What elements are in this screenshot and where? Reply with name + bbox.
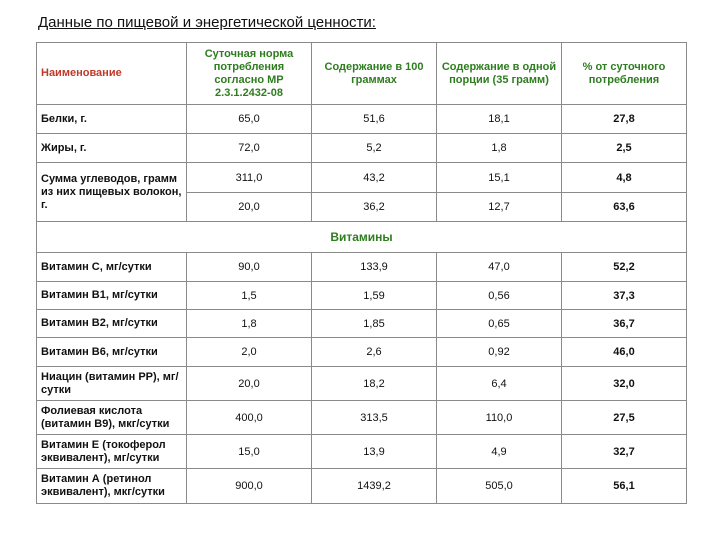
cell-portion: 0,92 (437, 338, 562, 367)
cell-per100: 51,6 (312, 105, 437, 134)
row-name: Витамин С, мг/сутки (37, 253, 187, 282)
table-row-folic-acid (37, 401, 687, 435)
cell-norm: 72,0 (187, 134, 312, 163)
cell-norm: 90,0 (187, 253, 312, 282)
cell-portion: 0,65 (437, 310, 562, 338)
cell-norm: 65,0 (187, 105, 312, 134)
cell-pct: 36,7 (562, 310, 687, 338)
cell-norm: 15,0 (187, 435, 312, 469)
nutrition-table (36, 42, 687, 504)
section-row-vitamins (37, 222, 687, 253)
cell-pct: 27,5 (562, 401, 687, 435)
cell-portion: 110,0 (437, 401, 562, 435)
table-row-niacin (37, 367, 687, 401)
column-header-portion: Содержание в одной порции (35 грамм) (437, 43, 562, 105)
cell-norm: 1,5 (187, 282, 312, 310)
cell-portion: 505,0 (437, 469, 562, 504)
table-row-vitamin-a (37, 469, 687, 504)
cell-norm: 2,0 (187, 338, 312, 367)
section-title-vitamins: Витамины (37, 222, 687, 253)
cell-per100: 1,85 (312, 310, 437, 338)
row-name: Витамин В1, мг/сутки (37, 282, 187, 310)
cell-per100: 18,2 (312, 367, 437, 401)
row-name: Витамин В2, мг/сутки (37, 310, 187, 338)
column-header-norm: Суточная норма потребления согласно МР 2.3.1.2432-08 (187, 43, 312, 105)
cell-portion: 12,7 (437, 193, 562, 222)
column-header-per100: Содержание в 100 граммах (312, 43, 437, 105)
cell-portion: 6,4 (437, 367, 562, 401)
cell-portion: 4,9 (437, 435, 562, 469)
cell-pct: 32,0 (562, 367, 687, 401)
cell-per100: 13,9 (312, 435, 437, 469)
table-header-row (37, 43, 687, 105)
column-header-pct: % от суточного потребления (562, 43, 687, 105)
table-row-vitamin-c (37, 253, 687, 282)
table-row-vitamin-b6 (37, 338, 687, 367)
cell-pct: 4,8 (562, 163, 687, 193)
table-row-vitamin-e (37, 435, 687, 469)
cell-pct: 27,8 (562, 105, 687, 134)
table-row-vitamin-b2 (37, 310, 687, 338)
row-name: Фолиевая кислота (витамин В9), мкг/сутки (37, 401, 187, 435)
table-row-protein (37, 105, 687, 134)
cell-per100: 43,2 (312, 163, 437, 193)
row-name: Жиры, г. (37, 134, 187, 163)
cell-pct: 52,2 (562, 253, 687, 282)
cell-norm: 20,0 (187, 367, 312, 401)
cell-per100: 1,59 (312, 282, 437, 310)
cell-pct: 37,3 (562, 282, 687, 310)
cell-portion: 18,1 (437, 105, 562, 134)
cell-per100: 1439,2 (312, 469, 437, 504)
cell-portion: 1,8 (437, 134, 562, 163)
cell-per100: 36,2 (312, 193, 437, 222)
table-row-vitamin-b1 (37, 282, 687, 310)
cell-norm: 311,0 (187, 163, 312, 193)
cell-portion: 47,0 (437, 253, 562, 282)
cell-norm: 900,0 (187, 469, 312, 504)
row-name: Белки, г. (37, 105, 187, 134)
cell-pct: 63,6 (562, 193, 687, 222)
row-name: Витамин Е (токоферол эквивалент), мг/сутки (37, 435, 187, 469)
cell-norm: 1,8 (187, 310, 312, 338)
cell-per100: 313,5 (312, 401, 437, 435)
row-name: Ниацин (витамин РР), мг/сутки (37, 367, 187, 401)
cell-portion: 0,56 (437, 282, 562, 310)
page-heading: Данные по пищевой и энергетической ценности: (38, 14, 376, 31)
cell-per100: 133,9 (312, 253, 437, 282)
cell-norm: 20,0 (187, 193, 312, 222)
cell-portion: 15,1 (437, 163, 562, 193)
cell-pct: 2,5 (562, 134, 687, 163)
cell-per100: 5,2 (312, 134, 437, 163)
cell-pct: 46,0 (562, 338, 687, 367)
table-row-fat (37, 134, 687, 163)
row-name: Витамин В6, мг/сутки (37, 338, 187, 367)
row-name: Витамин А (ретинол эквивалент), мкг/сутки (37, 469, 187, 504)
cell-per100: 2,6 (312, 338, 437, 367)
table-row-carbs (37, 163, 687, 193)
cell-pct: 32,7 (562, 435, 687, 469)
cell-pct: 56,1 (562, 469, 687, 504)
row-name-carbs: Сумма углеводов, грамм из них пищевых волокон, г. (37, 163, 187, 222)
cell-norm: 400,0 (187, 401, 312, 435)
column-header-name: Наименование (37, 43, 187, 105)
